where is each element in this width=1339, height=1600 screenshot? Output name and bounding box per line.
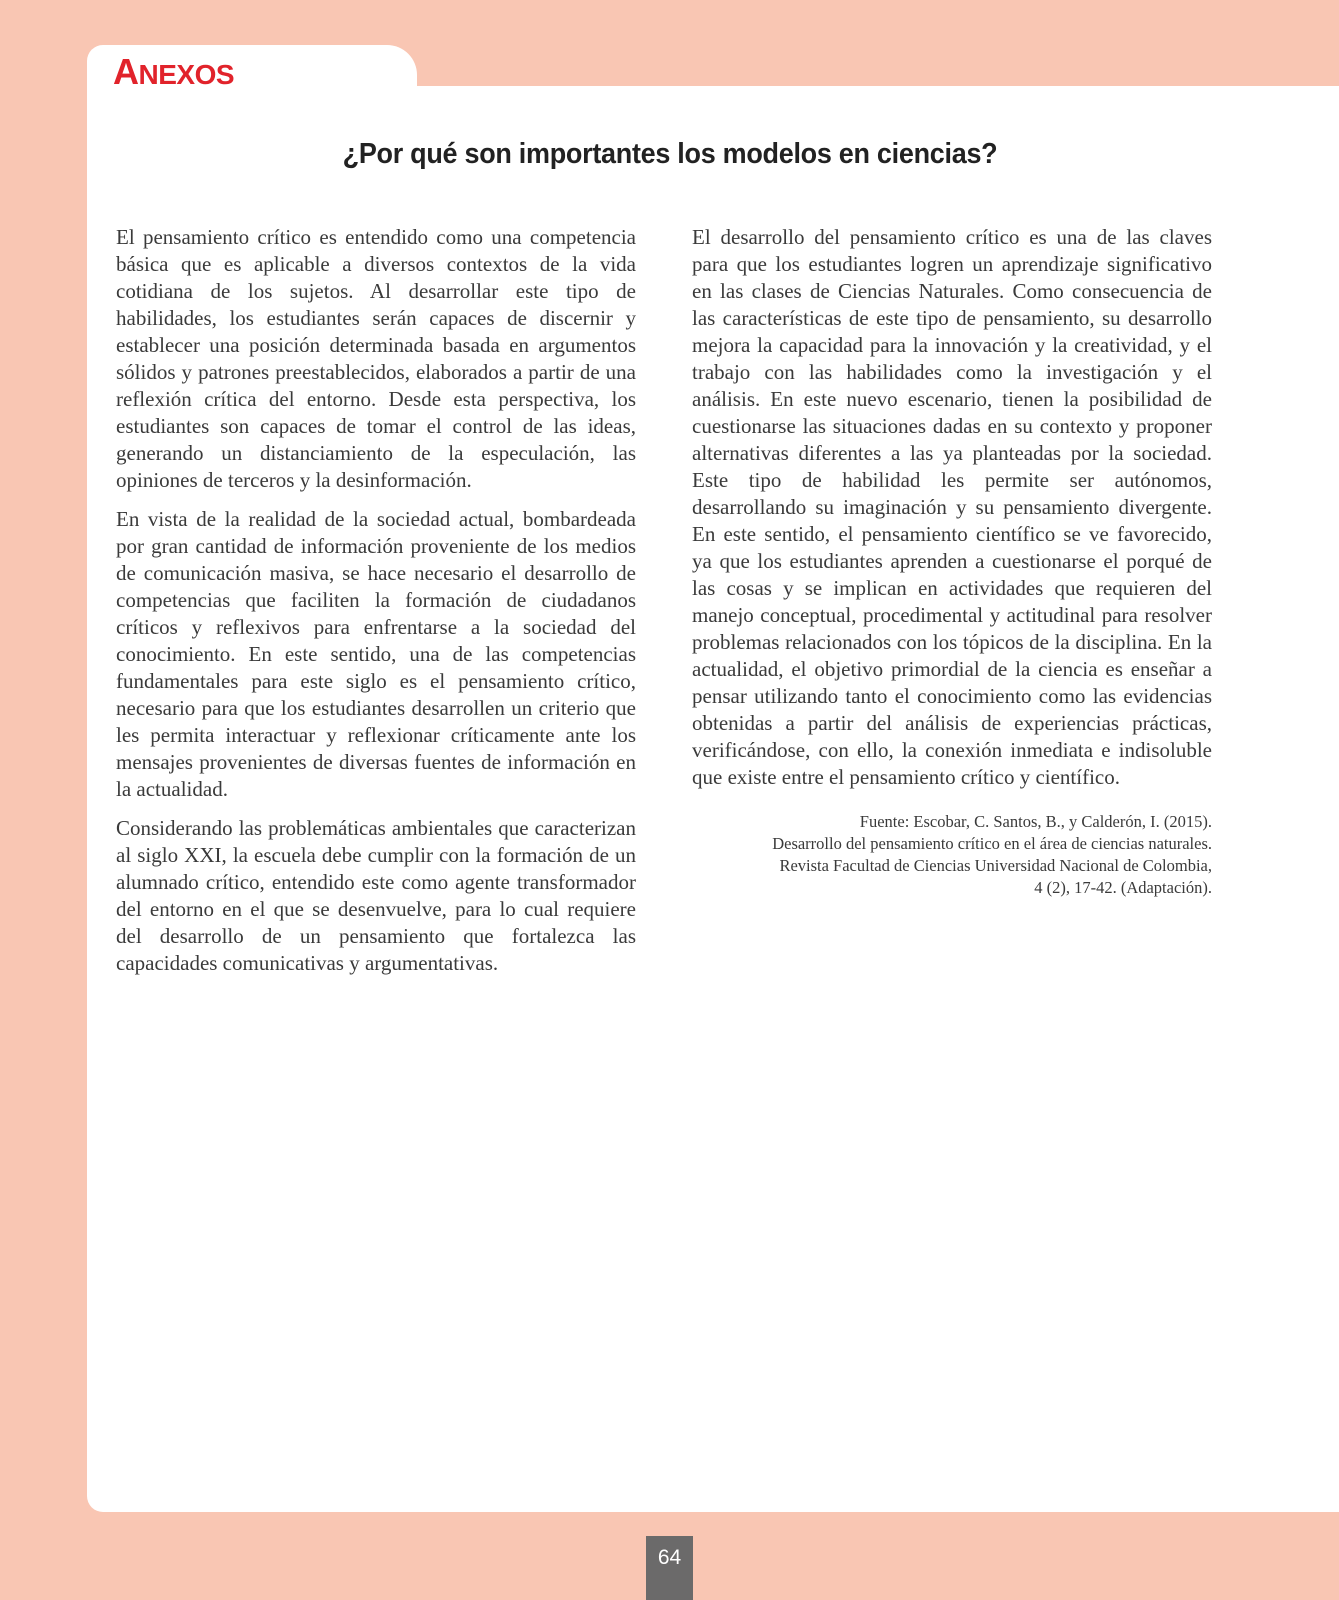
page-number: 64 — [657, 1546, 682, 1569]
source-citation — [692, 811, 1212, 899]
paragraph: El desarrollo del pensamiento crítico es una de las claves para que los estudiantes logren un aprendizaje significativo en las clases de Ciencias Naturales. Como consecuencia de las características de este tipo de pensamiento, su desarrollo mejora la capacidad para la innovación y la creatividad, y el trabajo con las habilidades como la investigación y el análisis. En este nuevo escenario, tienen la posibilidad de cuestionarse las situaciones dadas en su contexto y proponer alternativas diferentes a las ya planteadas por la sociedad. Este tipo de habilidad les permite ser autónomos, desarrollando su imaginación y su pensamiento divergente. En este sentido, el pensamiento científico se ve favorecido, ya que los estudiantes aprenden a cuestionarse el porqué de las cosas y se implican en actividades que requieren del manejo conceptual, procedimental y actitudinal para resolver problemas relacionados con los tópicos de la disciplina. En la actualidad, el objetivo primordial de la ciencia es enseñar a pensar utilizando tanto el conocimiento como las evidencias obtenidas a partir del análisis de experiencias prácticas, verificándose, con ello, la conexión inmediata e indisoluble que existe entre el pensamiento crítico y científico. — [692, 225, 1212, 789]
source-line: Revista Facultad de Ciencias Universidad Nacional de Colombia, — [779, 856, 1212, 875]
page-number-box — [646, 1536, 693, 1600]
paragraph: Considerando las problemáticas ambientales que caracterizan al siglo XXI, la escuela debe cumplir con la formación de un alumnado crítico, entendido este como agente transformador del entorno en el que se desenvuelve, para lo cual requiere del desarrollo de un pensamiento que fortalezca las capacidades comunicativas y argumentativas. — [116, 816, 636, 975]
paragraph: El pensamiento crítico es entendido como una competencia básica que es aplicable a diversos contextos de la vida cotidiana de los sujetos. Al desarrollar este tipo de habilidades, los estudiantes serán capaces de discernir y establecer una posición determinada basada en argumentos sólidos y patrones preestablecidos, elaborados a partir de una reflexión crítica del entorno. Desde esta perspectiva, los estudiantes son capaces de tomar el control de las ideas, generando un distanciamiento de la especulación, las opiniones de terceros y la desinformación. — [116, 225, 636, 492]
paragraph: En vista de la realidad de la sociedad actual, bombardeada por gran cantidad de información proveniente de los medios de comunicación masiva, se hace necesario el desarrollo de competencias que faciliten la formación de ciudadanos críticos y reflexivos para enfrentarse a la sociedad del conocimiento. En este sentido, una de las competencias fundamentales para este siglo es el pensamiento crítico, necesario para que los estudiantes desarrollen un criterio que les permita interactuar y reflexionar críticamente ante los mensajes provenientes de diversas fuentes de información en la actualidad. — [116, 507, 636, 801]
section-label-rest: NEXOS — [138, 59, 235, 90]
section-label-initial: A — [113, 51, 139, 92]
header-tab-slope — [300, 45, 410, 87]
source-line: Desarrollo del pensamiento crítico en el área de ciencias naturales. — [772, 834, 1212, 853]
source-line: Fuente: Escobar, C. Santos, B., y Calderón, I. (2015). — [859, 812, 1212, 831]
source-line: 4 (2), 17-42. (Adaptación). — [1034, 878, 1212, 897]
left-column — [116, 224, 636, 989]
right-column — [692, 224, 1212, 899]
section-label — [113, 50, 234, 97]
page-title: ¿Por qué son importantes los modelos en ciencias? — [342, 138, 998, 170]
